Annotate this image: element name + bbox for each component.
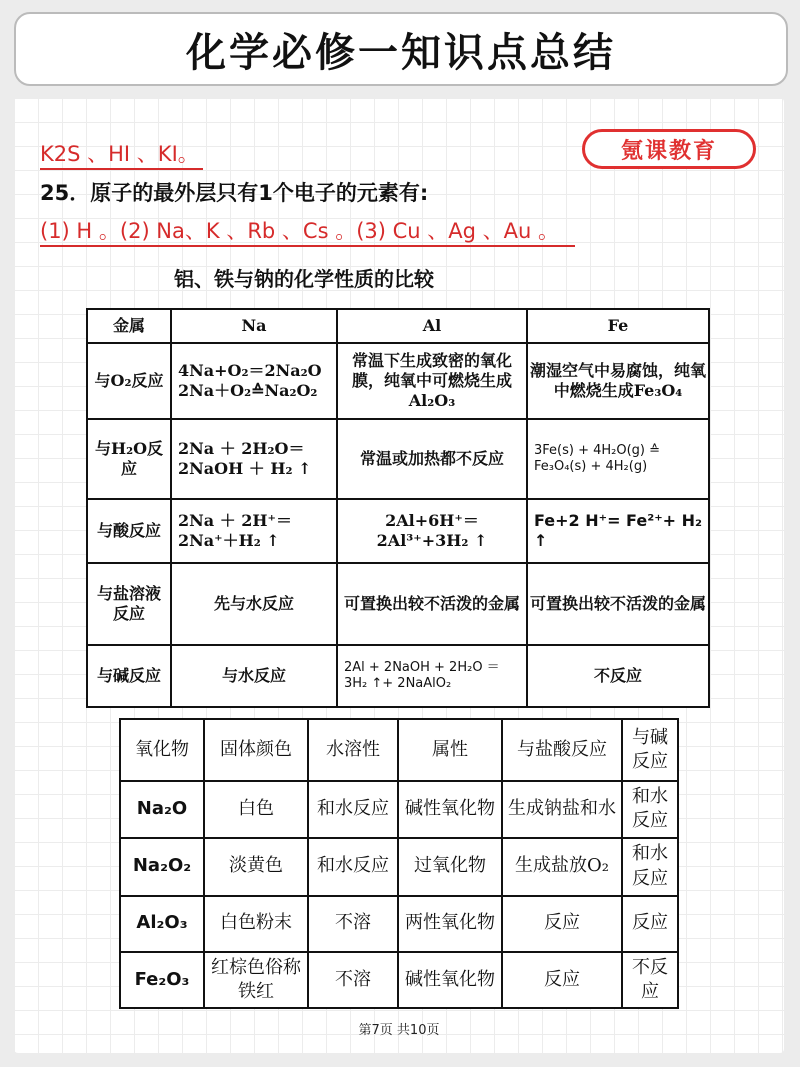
table-header-cell: 金属 xyxy=(87,309,171,343)
table-cell: 2Na ＋ 2H₂O＝2NaOH ＋ H₂ ↑ xyxy=(171,419,337,499)
table-cell: 和水反应 xyxy=(308,838,398,896)
table-header-row xyxy=(120,719,678,781)
row-label: 与H₂O反应 xyxy=(87,419,171,499)
brand-badge xyxy=(582,129,756,169)
table-cell: 和水反应 xyxy=(622,838,678,896)
oxide-formula: Na₂O xyxy=(120,781,204,838)
table-cell: 4Na+O₂＝2Na₂O 2Na＋O₂≙Na₂O₂ xyxy=(171,343,337,419)
table-row xyxy=(87,563,709,645)
table-cell: 碱性氧化物 xyxy=(398,781,502,838)
table-cell: 不反应 xyxy=(527,645,709,707)
table-cell: 2Al+6H⁺＝2Al³⁺+3H₂ ↑ xyxy=(337,499,527,563)
table-cell: 反应 xyxy=(502,896,622,952)
row-label: 与O₂反应 xyxy=(87,343,171,419)
table-row xyxy=(87,499,709,563)
table-cell: 不反应 xyxy=(622,952,678,1009)
table-cell: Fe+2 H⁺= Fe²⁺+ H₂ ↑ xyxy=(527,499,709,563)
table-row xyxy=(120,838,678,896)
table-cell: 过氧化物 xyxy=(398,838,502,896)
table-header-cell: 氧化物 xyxy=(120,719,204,781)
table-row xyxy=(120,781,678,838)
title-banner xyxy=(14,12,788,86)
table-cell: 碱性氧化物 xyxy=(398,952,502,1009)
table-row xyxy=(87,419,709,499)
table-header-cell: Al xyxy=(337,309,527,343)
question-25: 25．原子的最外层只有1个电子的元素有: xyxy=(40,181,429,205)
table-row xyxy=(87,645,709,707)
table-row xyxy=(120,952,678,1009)
table-cell: 生成钠盐和水 xyxy=(502,781,622,838)
oxide-formula: Na₂O₂ xyxy=(120,838,204,896)
table-header-cell: Fe xyxy=(527,309,709,343)
brand-badge-label: 氪课教育 xyxy=(620,138,717,164)
table-cell: 常温或加热都不反应 xyxy=(337,419,527,499)
table-cell: 不溶 xyxy=(308,952,398,1009)
table-header-cell: 属性 xyxy=(398,719,502,781)
table-cell: 潮湿空气中易腐蚀，纯氧中燃烧生成Fe₃O₄ xyxy=(527,343,709,419)
table-cell: 可置换出较不活泼的金属 xyxy=(337,563,527,645)
row-label: 与盐溶液反应 xyxy=(87,563,171,645)
row-label: 与碱反应 xyxy=(87,645,171,707)
table-cell: 2Na ＋ 2H⁺＝2Na⁺＋H₂ ↑ xyxy=(171,499,337,563)
table-header-cell: 固体颜色 xyxy=(204,719,308,781)
table-cell: 和水反应 xyxy=(622,781,678,838)
oxide-properties-table xyxy=(119,718,679,1009)
table-cell: 生成盐放O₂ xyxy=(502,838,622,896)
table-header-cell: 与盐酸反应 xyxy=(502,719,622,781)
question-25-answer: (1) H 。(2) Na、K 、Rb 、Cs 。(3) Cu 、Ag 、Au 。 xyxy=(40,215,575,247)
table-cell: 红棕色俗称铁红 xyxy=(204,952,308,1009)
answer-line-top: K2S 、HI 、KI。 xyxy=(40,138,203,170)
page-title: 化学必修一知识点总结 xyxy=(186,29,616,76)
document-sheet xyxy=(14,98,784,1053)
table-cell: 两性氧化物 xyxy=(398,896,502,952)
page-number: 第7页 共10页 xyxy=(358,1023,440,1038)
table-cell: 2Al + 2NaOH + 2H₂O ＝ 3H₂ ↑+ 2NaAlO₂ xyxy=(337,645,527,707)
metal-comparison-table xyxy=(86,308,710,708)
table-cell: 白色粉末 xyxy=(204,896,308,952)
table-header-cell: 水溶性 xyxy=(308,719,398,781)
table-header-cell: 与碱反应 xyxy=(622,719,678,781)
oxide-formula: Fe₂O₃ xyxy=(120,952,204,1009)
table-cell: 先与水反应 xyxy=(171,563,337,645)
table-row xyxy=(120,896,678,952)
table-header-cell: Na xyxy=(171,309,337,343)
table-cell: 淡黄色 xyxy=(204,838,308,896)
table-cell: 反应 xyxy=(622,896,678,952)
table-cell: 与水反应 xyxy=(171,645,337,707)
table-cell: 反应 xyxy=(502,952,622,1009)
table-cell: 可置换出较不活泼的金属 xyxy=(527,563,709,645)
table-cell: 3Fe(s) + 4H₂O(g) ≙ Fe₃O₄(s) + 4H₂(g) xyxy=(527,419,709,499)
table-cell: 不溶 xyxy=(308,896,398,952)
table-header-row xyxy=(87,309,709,343)
table-cell: 常温下生成致密的氧化膜，纯氧中可燃烧生成Al₂O₃ xyxy=(337,343,527,419)
row-label: 与酸反应 xyxy=(87,499,171,563)
table-cell: 和水反应 xyxy=(308,781,398,838)
oxide-formula: Al₂O₃ xyxy=(120,896,204,952)
table-row xyxy=(87,343,709,419)
table1-caption: 铝、铁与钠的化学性质的比较 xyxy=(174,267,434,291)
table-cell: 白色 xyxy=(204,781,308,838)
